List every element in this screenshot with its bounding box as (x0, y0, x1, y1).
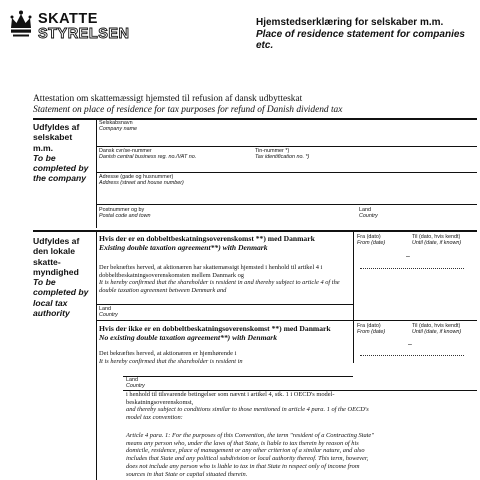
no-treaty-country-label-en: Country (126, 383, 145, 390)
tax-section-top-rule (33, 230, 477, 232)
address-field[interactable] (99, 174, 469, 200)
no-treaty-until-label-da: Til (dato, hvis kendt) (412, 323, 461, 329)
postal-label-en: Postal code and town (99, 213, 151, 220)
no-treaty-heading-en: No existing double taxation agreement**) with Denmark (99, 333, 278, 342)
company-country-label-da: Land (359, 207, 371, 213)
company-side-da: Udfyldes af selskabet m.m. (33, 122, 80, 153)
form-title (256, 17, 476, 52)
form-title-en: Place of residence statement for companies etc. (256, 28, 465, 51)
until-label-en: Until (date, if known) (412, 240, 462, 247)
brand-line-2: STYRELSEN (38, 26, 130, 42)
dates-divider (353, 231, 354, 363)
oecd-condition-da: i henhold til tilsvarende betingelser som nævnt i artikel 4, stk. 1 i OECD's model-beskatningsoverenskomst, (126, 391, 335, 406)
treaty-country-label-en: Country (99, 312, 118, 319)
company-side-en: To be completed by the company (33, 152, 89, 184)
company-name-label-da: Selskabsnavn (99, 120, 133, 126)
treaty-heading (99, 234, 351, 252)
treaty-heading-en: Existing double taxation agreement**) with Denmark (99, 243, 268, 252)
cvr-field[interactable] (99, 148, 249, 168)
oecd-condition-en: and thereby subject to conditions similar to those mentioned in article 4 para. 1 of the OECD's model tax convention: (126, 406, 369, 422)
treaty-country-rule (96, 304, 353, 305)
no-treaty-date-dotted-line[interactable] (360, 355, 464, 356)
no-treaty-text (99, 350, 351, 365)
company-country-label-en: Country (359, 213, 378, 220)
company-section-divider (96, 119, 97, 228)
company-name-label-en: Company name (99, 126, 138, 133)
attestation-en: Statement on place of residence for tax purposes for refund of Danish dividend tax (33, 105, 343, 115)
company-section-side-label (33, 122, 93, 184)
tin-label-da: Tin-nummer *) (255, 148, 290, 154)
from-label-da: Fra (dato) (357, 234, 381, 240)
no-treaty-text-en: It is hereby confirmed that the shareholder is resident in (99, 357, 243, 365)
no-treaty-from-date-field[interactable] (357, 323, 407, 343)
address-label-da: Adresse (gade og husnummer) (99, 174, 174, 180)
treaty-text-en: It is hereby confirmed that the shareholder is resident in and thereby subject to article 4 of the double taxation agreement between Denmark and (99, 279, 340, 295)
tax-side-en: To be completed by local tax authority (33, 277, 89, 319)
no-treaty-top-rule (96, 320, 477, 321)
attestation-da: Attestation om skattemæssigt hjemsted til refusion af dansk udbytteskat (33, 94, 303, 104)
cvr-label-da: Dansk cvr/se-nummer (99, 148, 152, 154)
no-treaty-text-da: Det bekræftes herved, at aktionæren er hjemhørende i (99, 350, 237, 357)
skattestyrelsen-logo (8, 10, 138, 50)
no-treaty-heading-da: Hvis der ikke er en dobbeltbeskatningsoverenskomst **) med Danmark (99, 324, 331, 333)
brand-line-1: SKATTE (38, 11, 98, 27)
company-row-rule-1 (96, 146, 477, 147)
no-treaty-until-date-field[interactable] (412, 323, 478, 343)
crown-icon (8, 10, 34, 40)
tax-side-da: Udfyldes af den lokale skatte-myndighed (33, 236, 80, 277)
treaty-date-dash: – (406, 253, 410, 260)
treaty-from-date-field[interactable] (357, 234, 407, 254)
until-label-da: Til (dato, hvis kendt) (412, 234, 461, 240)
tin-label-en: Tax identification no. *) (255, 154, 310, 161)
oecd-condition-text (126, 391, 374, 422)
article-4-content: Article 4 para. 1: For the purposes of this Convention, the term "resident of a Contracting State" means any person who, under the laws of that State, is liable to tax therein by reason of his domicile, residence, place of management or any other criterion of a similar nature, and also includes that State and any political subdivision or local authority thereof. This term, however, does not include any person who is liable to tax in that State in respect only of income from sources in that State or capital situated therein. (126, 432, 374, 478)
treaty-country-label-da: Land (99, 306, 111, 312)
company-row-rule-2 (96, 172, 477, 173)
address-label-en: Address (street and house number) (99, 180, 184, 187)
tax-section-divider (96, 231, 97, 480)
no-treaty-from-label-da: Fra (dato) (357, 323, 381, 329)
tax-section-side-label (33, 236, 93, 318)
postal-field[interactable] (99, 207, 339, 225)
no-treaty-country-field[interactable] (126, 377, 246, 389)
no-treaty-heading (99, 324, 351, 342)
tin-field[interactable] (255, 148, 405, 168)
treaty-date-dotted-line[interactable] (360, 268, 464, 269)
treaty-text-da: Der bekræftes herved, at aktionæren har skattemæssigt hjemsted i henhold til artikel 4 i dobbeltbeskatningsoverenskomsten mellem Danmark og (99, 264, 323, 279)
company-row-rule-3 (96, 204, 477, 205)
no-treaty-country-label-da: Land (126, 377, 138, 383)
treaty-heading-da: Hvis der er en dobbeltbeskatningsoverenskomst **) med Danmark (99, 234, 315, 243)
article-4-text (126, 432, 378, 478)
company-name-field[interactable] (99, 120, 469, 142)
cvr-label-en: Danish central business reg. no./VAT no. (99, 154, 197, 161)
form-title-da: Hjemstedserklæring for selskaber m.m. (256, 17, 444, 28)
company-country-field[interactable] (359, 207, 469, 225)
postal-label-da: Postnummer og by (99, 207, 145, 213)
no-treaty-until-label-en: Until (date, if known) (412, 329, 462, 336)
treaty-text (99, 264, 351, 295)
attestation-heading (33, 94, 477, 116)
no-treaty-date-dash: – (408, 341, 412, 348)
no-treaty-from-label-en: From (date) (357, 329, 386, 336)
from-label-en: From (date) (357, 240, 386, 247)
treaty-until-date-field[interactable] (412, 234, 478, 254)
